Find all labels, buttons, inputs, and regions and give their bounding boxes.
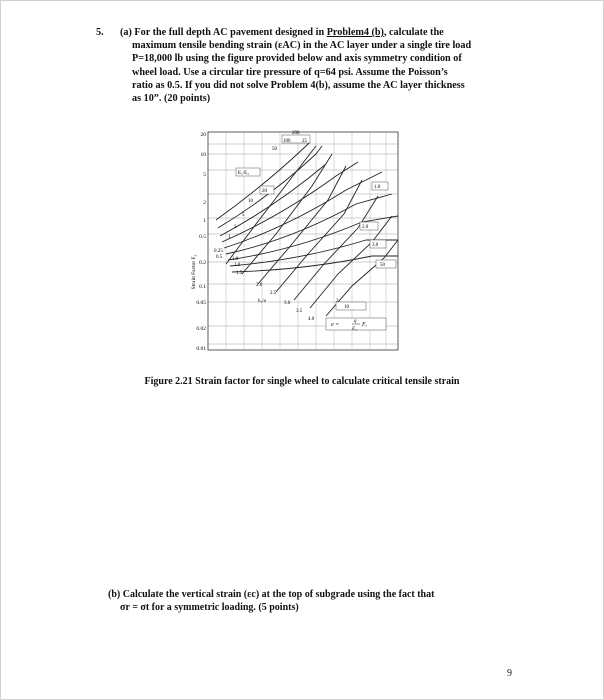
e-ratio-label: 0.25 (214, 249, 223, 254)
e-ratio-label: E₁/E₂ (238, 171, 249, 176)
h-ratio-label: 1.5 (236, 271, 243, 276)
h-ratio-label: 4.0 (308, 317, 315, 322)
y-tick: 0.05 (196, 300, 206, 306)
question-number: 5. (96, 27, 104, 38)
question-text (120, 26, 520, 105)
right-label: 2 (336, 299, 339, 304)
svg-text:E₁: E₁ (352, 327, 357, 332)
right-label: 1.0 (374, 185, 381, 190)
h-ratio-label: 2.5 (270, 291, 277, 296)
svg-text:q: q (354, 319, 357, 324)
y-tick: 0.01 (196, 346, 206, 352)
strain-factor-chart (186, 124, 408, 364)
question-part-b (108, 588, 528, 614)
strain-factor-figure (186, 124, 408, 364)
page-number: 9 (507, 668, 512, 679)
e-ratio-label: 25 (302, 139, 307, 144)
y-tick: 0.2 (199, 260, 206, 266)
y-tick: 1 (203, 218, 206, 224)
e-ratio-label: 1 (228, 235, 231, 240)
right-label: 3.0 (372, 243, 379, 248)
question-line-5: ratio as 0.5. If you did not solve Problem 4(b), assume the AC layer thickness (132, 79, 465, 91)
question-line-4: wheel load. Use a circular tire pressure of q=64 psi. Assume the Poisson’s (132, 66, 448, 78)
svg-text:Strain Factor Fe (191, 254, 198, 289)
y-tick: 0.1 (199, 284, 206, 290)
part-b-line-2: σr = σt for a symmetric loading. (5 points) (120, 602, 299, 613)
problem-reference: Problem4 (b) (326, 27, 384, 38)
e-ratio-label: 10 (248, 199, 253, 204)
y-tick: 20 (200, 132, 206, 138)
right-label: 50 (380, 263, 385, 268)
y-axis-label-sub: e (192, 254, 198, 257)
question-line-6: as 10”. (20 points) (132, 93, 211, 105)
y-tick: 0.5 (199, 234, 206, 240)
part-b-line-1: (b) Calculate the vertical strain (εc) at the top of subgrade using the fact that (108, 589, 435, 600)
e-ratio-label: 50 (272, 147, 277, 152)
e-ratio-label: 20 (262, 189, 267, 194)
question-line-1: (a) For the full depth AC pavement designed in Problem4 (b), calculate the (120, 27, 444, 38)
y-tick: 10 (200, 152, 206, 158)
h-over-a-label: h₁/a (258, 299, 266, 304)
y-axis-label: Strain Factor F (191, 256, 197, 290)
svg-text:Fₑ: Fₑ (362, 322, 368, 328)
svg-text:e =: e = (331, 322, 340, 328)
y-tick: 0.02 (196, 326, 206, 332)
question-line-2: maximum tensile bending strain (εAC) in the AC layer under a single tire load (132, 40, 472, 52)
right-label: 2.0 (362, 225, 369, 230)
figure-caption: Figure 2.21 Strain factor for single wheel to calculate critical tensile strain (144, 376, 460, 387)
right-label: 10 (344, 305, 349, 310)
e-ratio-label: 5 (242, 213, 245, 218)
e-ratio-label: 2 (234, 225, 237, 230)
e-ratio-label: 0.5 (216, 255, 223, 260)
h-ratio-label: 1.0 (234, 263, 241, 268)
e-ratio-label: 200 (292, 131, 300, 136)
question-line-3: P=18,000 lb using the figure provided below and axis symmetry condition of (132, 53, 462, 65)
e-ratio-label: 1.0 (232, 257, 239, 262)
y-tick: 2 (203, 200, 206, 206)
y-tick: 5 (203, 172, 206, 178)
h-ratio-label: 2.0 (256, 283, 263, 288)
e-ratio-label: 100 (283, 139, 291, 144)
h-ratio-label: 3.5 (296, 309, 303, 314)
h-ratio-label: 3.0 (284, 301, 291, 306)
